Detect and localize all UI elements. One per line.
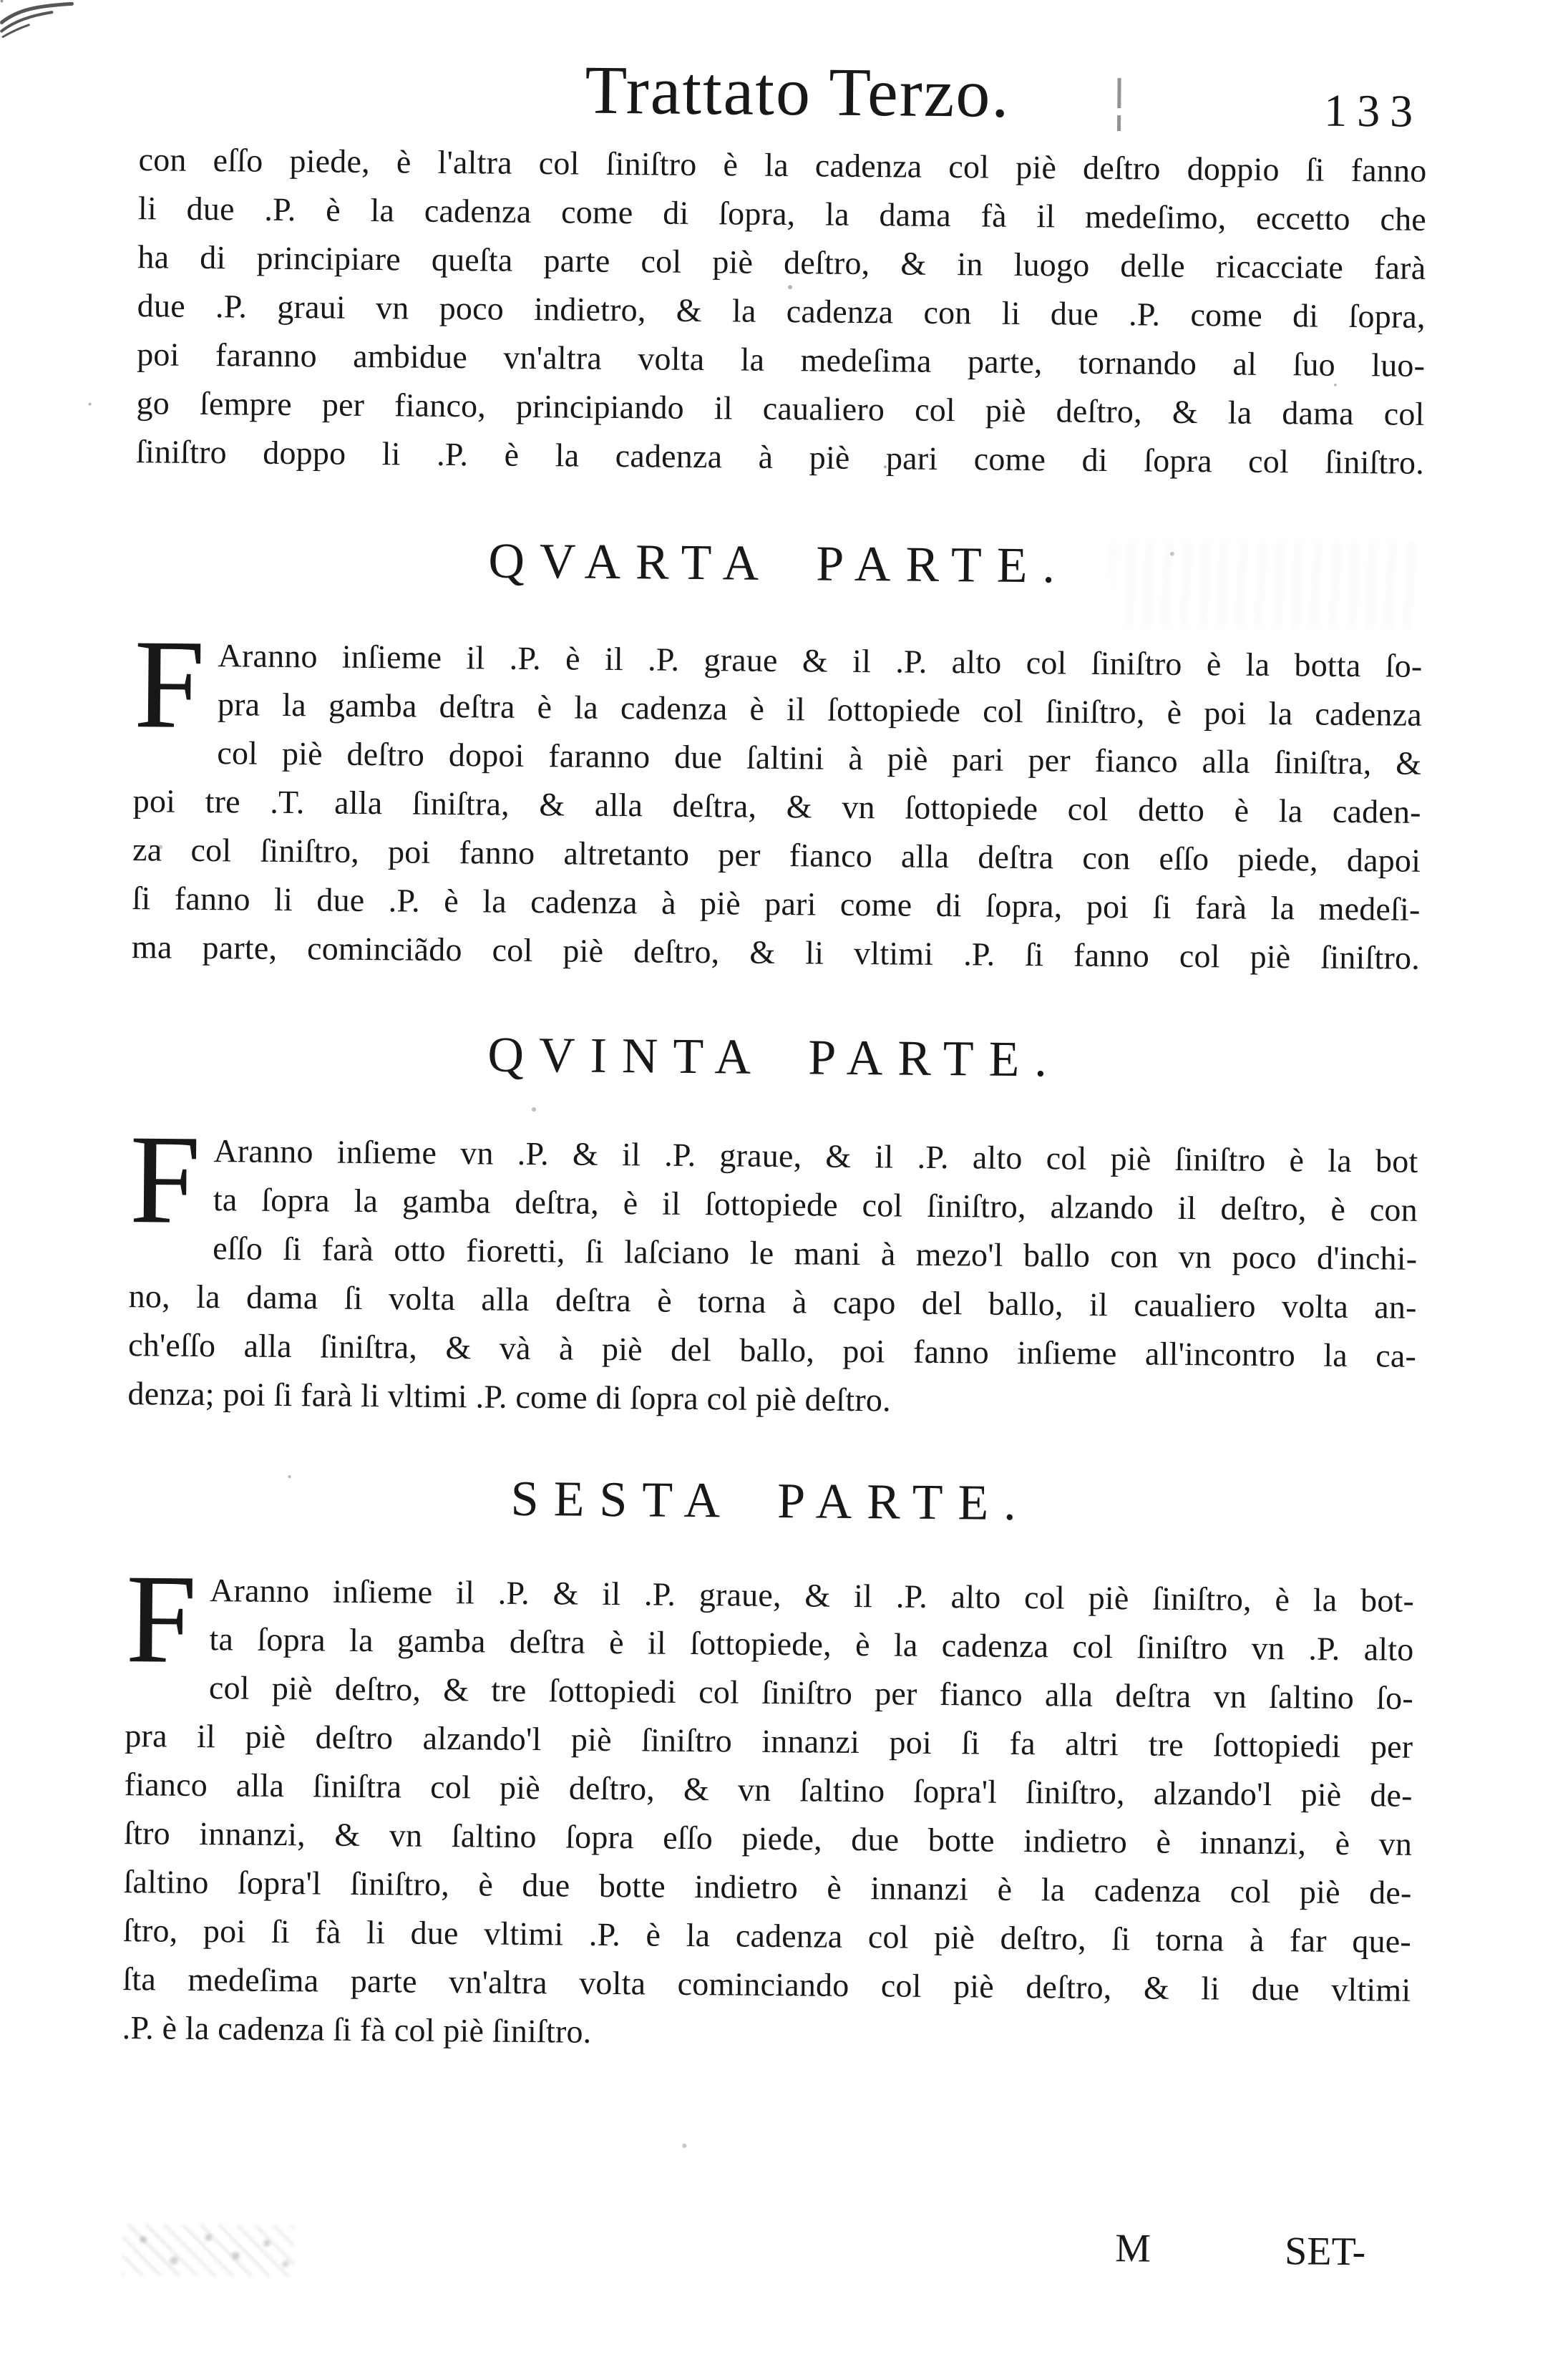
text-line: col piè deſtro, & tre ſottopiedi col ſiniſtro per fianco alla deſtra vn ſaltino ſo- — [208, 1669, 1414, 1716]
text-line: Aranno inſieme il .P. & il .P. graue, & il .P. alto col piè ſiniſtro, è la bot- — [209, 1572, 1415, 1619]
text-line: col piè deſtro dopoi faranno due ſaltini à piè pari per fianco alla ſiniſtra, & — [217, 734, 1422, 782]
text-line: poi tre .T. alla ſiniſtra, & alla deſtra, & vn ſottopiede col detto è la caden- — [132, 782, 1421, 830]
text-line: ſi fanno li due .P. è la cadenza à piè pari come di ſopra, poi ſi farà la medeſi- — [132, 880, 1421, 928]
signature-mark: M — [1114, 2226, 1151, 2271]
scan-artifact-footer-smudge — [122, 2224, 295, 2277]
catchword: SET- — [1284, 2229, 1366, 2275]
text-line: ſtro, poi ſi fà li due vltimi .P. è la cadenza col piè deſtro, ſi torna à far que- — [122, 1912, 1412, 1960]
text-line: ma parte, cominciãdo col piè deſtro, & li vltimi .P. ſi fanno col piè ſiniſtro. — [131, 928, 1421, 976]
text-line: Aranno inſieme vn .P. & il .P. graue, & il .P. alto col piè ſiniſtro è la bot — [213, 1132, 1418, 1180]
text-line: ch'eſſo alla ſiniſtra, & và à piè del ballo, poi fanno inſieme all'incontro la ca- — [127, 1326, 1417, 1374]
scan-artifact-title-smudge — [1113, 78, 1121, 138]
scan-artifact-heading-smudge — [1111, 540, 1420, 629]
text-line: fianco alla ſiniſtra col piè deſtro, & vn ſaltino ſopra'l ſiniſtro, alzando'l piè de- — [124, 1766, 1413, 1814]
paragraph-quarta — [131, 613, 1423, 983]
text-line: due .P. graui vn poco indietro, & la cadenza con li due .P. come di ſopra, — [137, 287, 1426, 335]
text-line: ta ſopra la gamba deſtra è il ſottopiede, è la cadenza col ſiniſtro vn .P. alto — [209, 1620, 1414, 1668]
section-heading-quarta: QVARTA PARTE. — [488, 533, 1071, 594]
section-heading-quinta: QVINTA PARTE. — [487, 1027, 1063, 1088]
text-line: ſta medeſima parte vn'altra volta cominciando col piè deſtro, & li due vltimi — [122, 1960, 1411, 2008]
text-line: Aranno inſieme il .P. è il .P. graue & il .P. alto col ſiniſtro è la botta ſo- — [218, 637, 1423, 684]
drop-cap-letter: F — [125, 1547, 198, 1690]
text-line: ta ſopra la gamba deſtra, è il ſottopiede col ſiniſtro, alzando il deſtro, è con — [213, 1181, 1418, 1228]
text-line: ha di principiare queſta parte col piè deſtro, & in luogo delle ricacciate farà — [137, 238, 1426, 286]
paragraph-quinta — [127, 1108, 1418, 1429]
text-line: denza; poi ſi farà li vltimi .P. come di ſopra col piè deſtro. — [127, 1375, 892, 1419]
text-line: go ſempre per fianco, principiando il caualiero col piè deſtro, & la dama col — [136, 384, 1425, 432]
paragraph-opening — [136, 135, 1427, 487]
text-line: con eſſo piede, è l'altra col ſiniſtro è la cadenza col piè deſtro doppio ſi fanno — [138, 141, 1427, 189]
text-line: ſiniſtro doppo li .P. è la cadenza à piè pari come di ſopra col ſiniſtro. — [135, 433, 1425, 481]
text-line: pra il piè deſtro alzando'l piè ſiniſtro innanzi poi ſi fa altri tre ſottopiedi per — [125, 1717, 1413, 1765]
text-line: li due .P. è la cadenza come di ſopra, la dama fà il medeſimo, eccetto che — [137, 190, 1427, 238]
text-line: eſſo ſi farà otto fioretti, ſi laſciano le mani à mezo'l ballo con vn poco d'inchi- — [213, 1230, 1418, 1277]
text-line: .P. è la cadenza ſi fà col piè ſiniſtro. — [122, 2009, 592, 2050]
text-line: ſtro innanzi, & vn ſaltino ſopra eſſo piede, due botte indietro è innanzi, è vn — [123, 1814, 1413, 1862]
drop-cap-letter: F — [133, 613, 206, 756]
running-title: Trattato Terzo. — [585, 51, 1011, 132]
page-header — [139, 47, 1428, 151]
page-number: 133 — [1323, 84, 1423, 137]
text-line: ſaltino ſopra'l ſiniſtro, è due botte indietro è innanzi è la cadenza col piè de- — [123, 1863, 1412, 1911]
text-line: za col ſiniſtro, poi fanno altretanto per fianco alla deſtra con eſſo piede, dapoi — [132, 831, 1421, 879]
text-line: pra la gamba deſtra è la cadenza è il ſottopiede col ſiniſtro, è poi la cadenza — [217, 686, 1423, 733]
drop-cap-letter: F — [129, 1108, 202, 1250]
text-line: no, la dama ſi volta alla deſtra è torna à capo del ballo, il caualiero volta an- — [128, 1278, 1417, 1326]
scan-artifact-corner-flourish-icon — [0, 1, 74, 39]
paragraph-sesta — [122, 1547, 1415, 2064]
section-heading-sesta: SESTA PARTE. — [510, 1471, 1032, 1532]
text-line: poi faranno ambidue vn'altra volta la medeſima parte, tornando al ſuo luo- — [136, 336, 1426, 384]
